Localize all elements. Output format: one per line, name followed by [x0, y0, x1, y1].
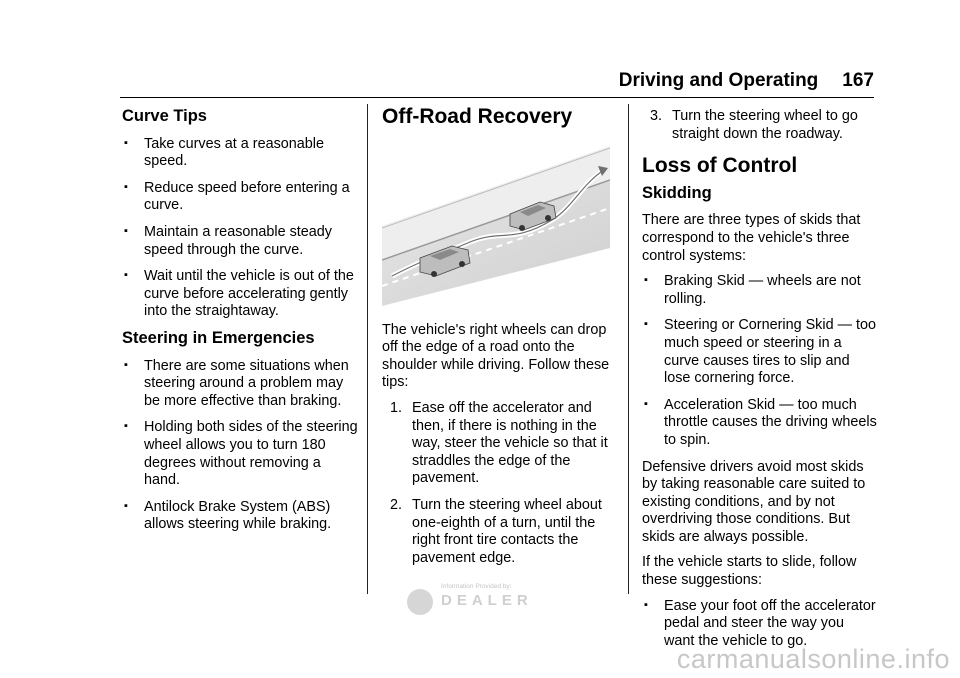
slide-suggestions-list [642, 598, 878, 651]
skidding-heading: Skidding [642, 183, 712, 202]
section-title: Driving and Operating [618, 70, 819, 91]
column-divider-1 [367, 104, 368, 594]
list-item [382, 400, 618, 488]
header-rule [120, 97, 874, 98]
column-right [642, 108, 878, 659]
off-road-recovery-heading: Off-Road Recovery [382, 105, 573, 128]
list-item: ▪ Holding both sides of the steering wheel allows you to turn 180 degrees without removing a hand. [122, 419, 358, 489]
steering-list [122, 358, 358, 534]
list-item: ▪ Maintain a reasonable steady speed through the curve. [122, 224, 358, 259]
list-item: ▪ Steering or Cornering Skid — too much speed or steering in a curve causes tires to slip and lose cornering force. [642, 317, 878, 387]
step-text: Ease off the accelerator and then, if there is nothing in the way, steer the vehicle so that it straddles the edge of the pavement. [412, 399, 608, 487]
list-item: ▪ Reduce speed before entering a curve. [122, 180, 358, 215]
watermark-caption: Information Provided by: [441, 583, 512, 590]
off-road-steps [382, 400, 618, 567]
skid-types-list [642, 273, 878, 449]
step-text: Turn the steering wheel about one-eighth of a turn, until the right front tire contacts the pavement edge. [412, 496, 602, 566]
dealer-watermark-logo [405, 583, 550, 617]
footer-url: carmanualsonline.info [676, 644, 950, 674]
defensive-drivers-paragraph: Defensive drivers avoid most skids by taking reasonable care suited to existing conditions, and by not overdriving those conditions. But skids are always possible. [642, 458, 866, 545]
list-item: ▪ Acceleration Skid — too much throttle causes the driving wheels to spin. [642, 397, 878, 450]
watermark-brand: DEALER [441, 592, 533, 609]
page-header [120, 70, 874, 92]
off-road-steps-continued [642, 108, 878, 143]
curve-tips-list [122, 136, 358, 321]
off-road-recovery-illustration [382, 136, 610, 306]
column-left [122, 108, 358, 543]
step-number: 1. [390, 399, 403, 416]
list-item [642, 108, 878, 143]
column-middle [382, 105, 618, 576]
step-number: 3. [650, 108, 663, 124]
curve-tips-heading: Curve Tips [122, 107, 207, 125]
skidding-intro: There are three types of skids that correspond to the vehicle's three control systems: [642, 212, 861, 264]
off-road-intro: The vehicle's right wheels can drop off the edge of a road onto the shoulder while driving. Follow these tips: [382, 321, 610, 391]
list-item: ▪ Braking Skid — wheels are not rolling. [642, 273, 878, 308]
page-number: 167 [842, 70, 874, 91]
step-text: Turn the steering wheel to go straight down the roadway. [672, 108, 858, 142]
dealer-logo-icon [407, 589, 433, 615]
steering-heading: Steering in Emergencies [122, 328, 315, 347]
list-item: ▪ There are some situations when steering around a problem may be more effective than braking. [122, 358, 358, 411]
column-divider-2 [628, 104, 629, 594]
list-item: ▪ Take curves at a reasonable speed. [122, 136, 358, 171]
list-item [382, 497, 618, 567]
loss-of-control-heading: Loss of Control [642, 154, 798, 178]
step-number: 2. [390, 496, 403, 513]
list-item: ▪ Wait until the vehicle is out of the curve before accelerating gently into the straightaway. [122, 268, 358, 321]
slide-intro-paragraph: If the vehicle starts to slide, follow these suggestions: [642, 554, 857, 589]
list-item: ▪ Antilock Brake System (ABS) allows steering while braking. [122, 499, 358, 534]
list-item: ▪ Ease your foot off the accelerator pedal and steer the way you want the vehicle to go. [642, 598, 878, 651]
